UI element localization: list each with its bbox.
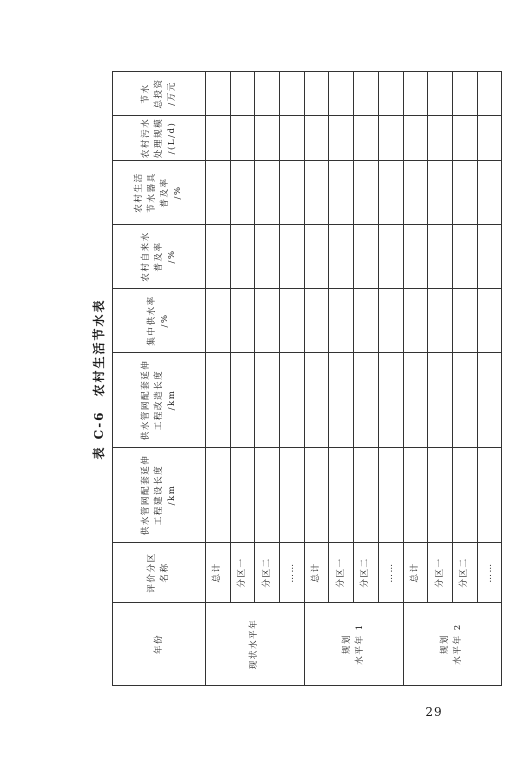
data-cell: [428, 353, 453, 448]
table-row: [255, 72, 280, 686]
header-centralized-supply-rate: 集中供水率 /%: [113, 289, 206, 353]
zone-cell: 分区二: [452, 543, 477, 603]
data-cell: [354, 72, 379, 116]
data-cell: [206, 161, 231, 225]
data-cell: [206, 448, 231, 543]
year-cell: 规划 水平年 2: [403, 603, 502, 686]
data-cell: [329, 72, 354, 116]
zone-cell: 总计: [403, 543, 428, 603]
data-cell: [304, 289, 329, 353]
data-cell: [428, 72, 453, 116]
data-cell: [403, 72, 428, 116]
data-cell: [378, 72, 403, 116]
data-cell: [280, 116, 305, 161]
header-year: 年份: [113, 603, 206, 686]
data-cell: [378, 448, 403, 543]
table-row: [280, 72, 305, 686]
table-row: [329, 72, 354, 686]
data-cell: [477, 116, 502, 161]
data-cell: [304, 72, 329, 116]
zone-cell: 分区一: [428, 543, 453, 603]
data-cell: [230, 161, 255, 225]
data-cell: [403, 161, 428, 225]
data-cell: [428, 225, 453, 289]
table-row: [477, 72, 502, 686]
data-cell: [378, 353, 403, 448]
data-cell: [477, 72, 502, 116]
data-cell: [354, 448, 379, 543]
data-cell: [403, 448, 428, 543]
data-cell: [230, 289, 255, 353]
data-cell: [452, 448, 477, 543]
data-cell: [403, 289, 428, 353]
data-cell: [280, 161, 305, 225]
zone-cell: 分区二: [354, 543, 379, 603]
table-row: [403, 72, 428, 686]
data-cell: [304, 116, 329, 161]
table-row: [354, 72, 379, 686]
data-cell: [329, 116, 354, 161]
page-number: 29: [425, 705, 443, 719]
data-cell: [280, 72, 305, 116]
header-zone-name: 评价分区 名称: [113, 543, 206, 603]
zone-cell: ……: [477, 543, 502, 603]
table-row: [206, 72, 231, 686]
data-cell: [378, 161, 403, 225]
data-cell: [452, 116, 477, 161]
rotated-table-block: [86, 72, 494, 686]
data-cell: [354, 161, 379, 225]
data-cell: [280, 289, 305, 353]
data-cell: [403, 116, 428, 161]
table-row: [452, 72, 477, 686]
data-cell: [354, 353, 379, 448]
header-water-saving-fixture-rate: 农村生活 节水器具 普及率 /%: [113, 161, 206, 225]
data-cell: [255, 161, 280, 225]
data-cell: [206, 116, 231, 161]
data-cell: [329, 161, 354, 225]
data-cell: [354, 289, 379, 353]
zone-cell: 分区一: [230, 543, 255, 603]
data-cell: [477, 161, 502, 225]
data-cell: [477, 289, 502, 353]
data-cell: [477, 448, 502, 543]
data-cell: [280, 448, 305, 543]
data-cell: [403, 225, 428, 289]
data-cell: [255, 72, 280, 116]
data-cell: [230, 116, 255, 161]
data-cell: [378, 225, 403, 289]
year-cell: 现状水平年: [206, 603, 305, 686]
data-cell: [428, 448, 453, 543]
data-cell: [452, 161, 477, 225]
zone-cell: ……: [280, 543, 305, 603]
data-cell: [403, 353, 428, 448]
data-cell: [280, 225, 305, 289]
data-cell: [428, 116, 453, 161]
year-cell: 规划 水平年 1: [304, 603, 403, 686]
zone-cell: 分区二: [255, 543, 280, 603]
header-sewage-capacity: 农村污水 处理规模 /(L/d): [113, 116, 206, 161]
data-cell: [230, 353, 255, 448]
data-cell: [329, 225, 354, 289]
table-row: [230, 72, 255, 686]
header-tap-water-coverage: 农村自来水 普及率 /%: [113, 225, 206, 289]
data-cell: [428, 289, 453, 353]
data-cell: [329, 289, 354, 353]
data-cell: [452, 72, 477, 116]
data-cell: [304, 353, 329, 448]
data-cell: [255, 225, 280, 289]
header-total-investment: 节水 总投资 /万元: [113, 72, 206, 116]
data-cell: [304, 225, 329, 289]
header-pipe-build-length: 供水管网配套延伸 工程建设长度 /km: [113, 448, 206, 543]
data-cell: [304, 448, 329, 543]
table-caption: 表 C-6 农村生活节水表: [92, 298, 106, 460]
zone-cell: 分区一: [329, 543, 354, 603]
data-cell: [378, 116, 403, 161]
zone-cell: ……: [378, 543, 403, 603]
data-cell: [354, 116, 379, 161]
data-cell: [329, 448, 354, 543]
table-row: [378, 72, 403, 686]
data-cell: [255, 289, 280, 353]
data-cell: [206, 225, 231, 289]
data-cell: [230, 448, 255, 543]
data-cell: [255, 353, 280, 448]
data-cell: [354, 225, 379, 289]
data-cell: [452, 225, 477, 289]
table-row: [428, 72, 453, 686]
data-cell: [477, 225, 502, 289]
zone-cell: 总计: [304, 543, 329, 603]
zone-cell: 总计: [206, 543, 231, 603]
header-pipe-renovate-length: 供水管网配套延伸 工程改造长度 /km: [113, 353, 206, 448]
data-cell: [452, 289, 477, 353]
data-cell: [206, 72, 231, 116]
data-cell: [280, 353, 305, 448]
data-cell: [230, 225, 255, 289]
data-cell: [255, 116, 280, 161]
data-cell: [206, 353, 231, 448]
data-cell: [206, 289, 231, 353]
table-header-row: [113, 72, 206, 686]
data-cell: [304, 161, 329, 225]
data-cell: [378, 289, 403, 353]
data-cell: [255, 448, 280, 543]
data-cell: [329, 353, 354, 448]
data-cell: [428, 161, 453, 225]
data-cell: [230, 72, 255, 116]
rural-water-saving-table: [112, 71, 502, 686]
data-cell: [452, 353, 477, 448]
data-cell: [477, 353, 502, 448]
table-row: [304, 72, 329, 686]
